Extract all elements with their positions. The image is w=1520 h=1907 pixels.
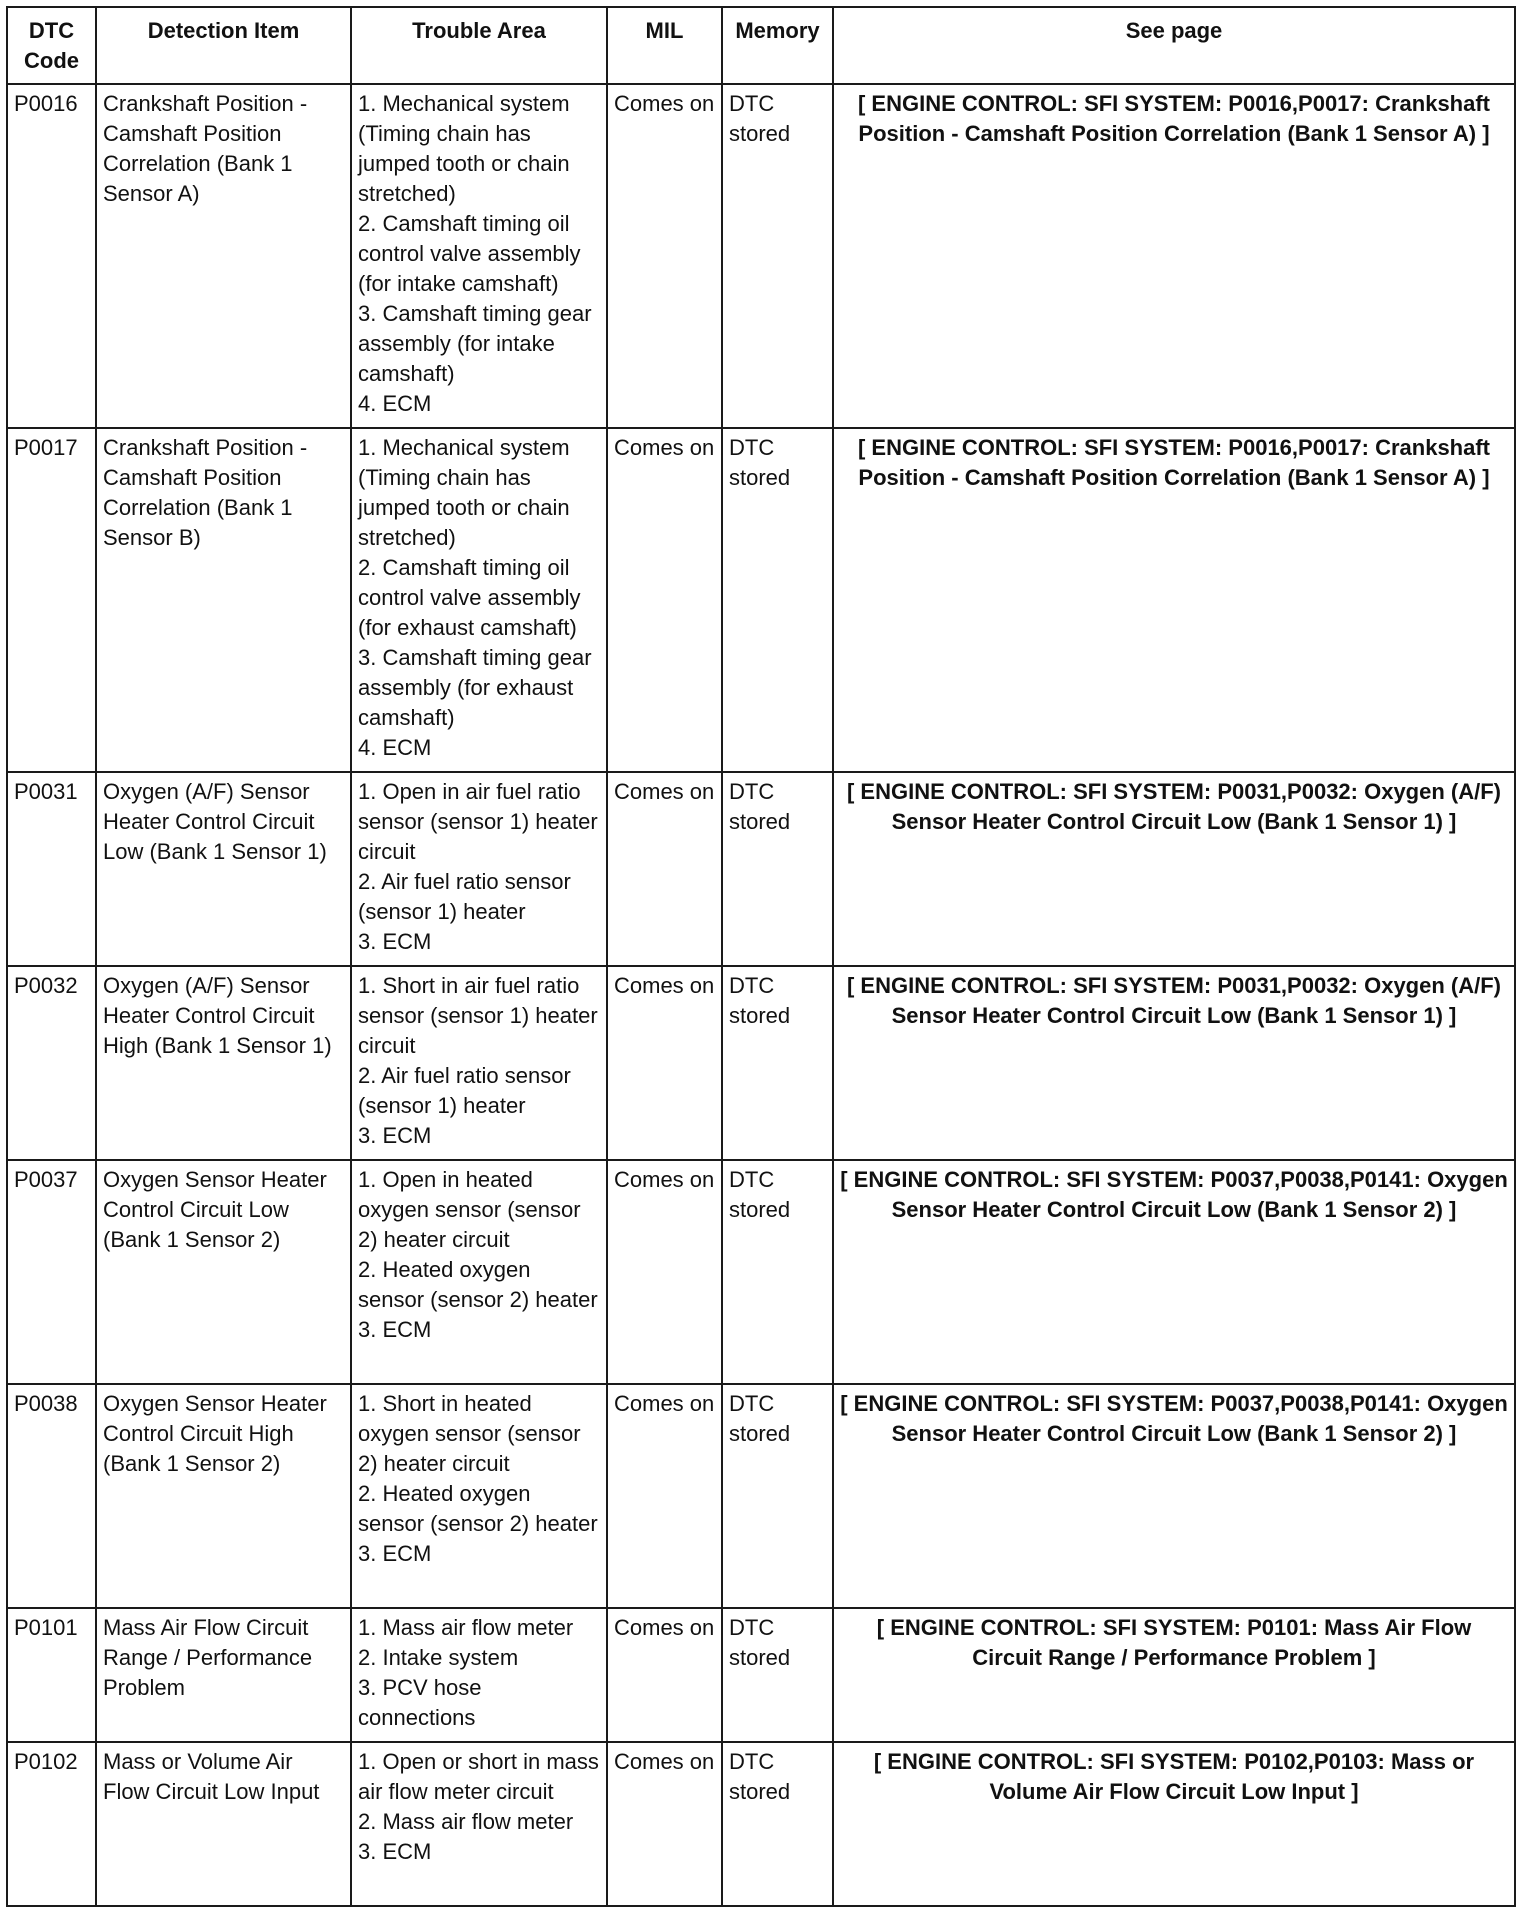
header-detection-item: Detection Item: [96, 7, 351, 84]
table-row: [7, 772, 1515, 966]
detection-item-cell: Oxygen (A/F) Sensor Heater Control Circuit Low (Bank 1 Sensor 1): [96, 772, 351, 966]
see-page-link[interactable]: [ ENGINE CONTROL: SFI SYSTEM: P0037,P0038,P0141: Oxygen Sensor Heater Control Circuit Low (Bank 1 Sensor 2) ]: [833, 1160, 1515, 1384]
detection-item-cell: Mass or Volume Air Flow Circuit Low Input: [96, 1742, 351, 1906]
dtc-code-cell: P0037: [7, 1160, 96, 1384]
trouble-area-line: 2. Heated oxygen sensor (sensor 2) heater: [358, 1481, 598, 1536]
trouble-area-line: 1. Mass air flow meter: [358, 1615, 574, 1640]
trouble-area-line: 3. ECM: [358, 1317, 432, 1342]
header-dtc-code: DTC Code: [7, 7, 96, 84]
trouble-area-cell: [351, 1384, 607, 1608]
memory-cell: DTC stored: [722, 428, 833, 772]
table-row: [7, 1384, 1515, 1608]
dtc-code-cell: P0101: [7, 1608, 96, 1742]
detection-item-cell: Mass Air Flow Circuit Range / Performance Problem: [96, 1608, 351, 1742]
mil-cell: Comes on: [607, 428, 722, 772]
see-page-link[interactable]: [ ENGINE CONTROL: SFI SYSTEM: P0101: Mass Air Flow Circuit Range / Performance Problem ]: [833, 1608, 1515, 1742]
see-page-link[interactable]: [ ENGINE CONTROL: SFI SYSTEM: P0016,P0017: Crankshaft Position - Camshaft Position Correlation (Bank 1 Sensor A) ]: [833, 428, 1515, 772]
trouble-area-line: 1. Mechanical system (Timing chain has jumped tooth or chain stretched): [358, 91, 570, 206]
memory-cell: DTC stored: [722, 966, 833, 1160]
dtc-code-cell: P0017: [7, 428, 96, 772]
detection-item-cell: Oxygen (A/F) Sensor Heater Control Circuit High (Bank 1 Sensor 1): [96, 966, 351, 1160]
memory-cell: DTC stored: [722, 1742, 833, 1906]
trouble-area-cell: [351, 1742, 607, 1906]
trouble-area-cell: [351, 84, 607, 428]
see-page-link[interactable]: [ ENGINE CONTROL: SFI SYSTEM: P0102,P0103: Mass or Volume Air Flow Circuit Low Input ]: [833, 1742, 1515, 1906]
trouble-area-line: 3. ECM: [358, 1541, 432, 1566]
mil-cell: Comes on: [607, 966, 722, 1160]
mil-cell: Comes on: [607, 1160, 722, 1384]
table-row: [7, 966, 1515, 1160]
detection-item-cell: Crankshaft Position - Camshaft Position Correlation (Bank 1 Sensor A): [96, 84, 351, 428]
trouble-area-line: 1. Short in heated oxygen sensor (sensor 2) heater circuit: [358, 1391, 581, 1476]
memory-cell: DTC stored: [722, 1608, 833, 1742]
dtc-table: [6, 6, 1516, 1907]
trouble-area-line: 2. Intake system: [358, 1645, 519, 1670]
trouble-area-line: 3. ECM: [358, 1123, 432, 1148]
memory-cell: DTC stored: [722, 84, 833, 428]
trouble-area-line: 2. Camshaft timing oil control valve assembly (for intake camshaft): [358, 211, 581, 296]
detection-item-cell: Oxygen Sensor Heater Control Circuit High (Bank 1 Sensor 2): [96, 1384, 351, 1608]
trouble-area-cell: [351, 1608, 607, 1742]
trouble-area-line: 3. Camshaft timing gear assembly (for exhaust camshaft): [358, 645, 592, 730]
table-row: [7, 1160, 1515, 1384]
trouble-area-line: 1. Open in air fuel ratio sensor (sensor 1) heater circuit: [358, 779, 598, 864]
table-row: [7, 1742, 1515, 1906]
memory-cell: DTC stored: [722, 772, 833, 966]
header-mil: MIL: [607, 7, 722, 84]
trouble-area-line: 1. Open or short in mass air flow meter circuit: [358, 1749, 599, 1804]
trouble-area-line: 3. ECM: [358, 1839, 432, 1864]
trouble-area-line: 4. ECM: [358, 391, 432, 416]
trouble-area-line: 1. Short in air fuel ratio sensor (sensor 1) heater circuit: [358, 973, 598, 1058]
trouble-area-cell: [351, 966, 607, 1160]
memory-cell: DTC stored: [722, 1160, 833, 1384]
dtc-code-cell: P0038: [7, 1384, 96, 1608]
trouble-area-line: 3. PCV hose connections: [358, 1675, 482, 1730]
trouble-area-line: 2. Mass air flow meter: [358, 1809, 574, 1834]
see-page-link[interactable]: [ ENGINE CONTROL: SFI SYSTEM: P0031,P0032: Oxygen (A/F) Sensor Heater Control Circuit Low (Bank 1 Sensor 1) ]: [833, 966, 1515, 1160]
dtc-code-cell: P0016: [7, 84, 96, 428]
see-page-link[interactable]: [ ENGINE CONTROL: SFI SYSTEM: P0031,P0032: Oxygen (A/F) Sensor Heater Control Circuit Low (Bank 1 Sensor 1) ]: [833, 772, 1515, 966]
trouble-area-line: 4. ECM: [358, 735, 432, 760]
table-row: [7, 1608, 1515, 1742]
header-row: [7, 7, 1515, 84]
trouble-area-line: 2. Air fuel ratio sensor (sensor 1) heater: [358, 1063, 571, 1118]
header-see-page: See page: [833, 7, 1515, 84]
see-page-link[interactable]: [ ENGINE CONTROL: SFI SYSTEM: P0037,P0038,P0141: Oxygen Sensor Heater Control Circuit Low (Bank 1 Sensor 2) ]: [833, 1384, 1515, 1608]
trouble-area-cell: [351, 772, 607, 966]
trouble-area-line: 2. Camshaft timing oil control valve assembly (for exhaust camshaft): [358, 555, 581, 640]
detection-item-cell: Oxygen Sensor Heater Control Circuit Low (Bank 1 Sensor 2): [96, 1160, 351, 1384]
trouble-area-line: 1. Open in heated oxygen sensor (sensor 2) heater circuit: [358, 1167, 581, 1252]
mil-cell: Comes on: [607, 772, 722, 966]
mil-cell: Comes on: [607, 1742, 722, 1906]
header-memory: Memory: [722, 7, 833, 84]
mil-cell: Comes on: [607, 84, 722, 428]
memory-cell: DTC stored: [722, 1384, 833, 1608]
trouble-area-cell: [351, 1160, 607, 1384]
dtc-code-cell: P0102: [7, 1742, 96, 1906]
trouble-area-cell: [351, 428, 607, 772]
trouble-area-line: 1. Mechanical system (Timing chain has jumped tooth or chain stretched): [358, 435, 570, 550]
mil-cell: Comes on: [607, 1384, 722, 1608]
table-row: [7, 84, 1515, 428]
mil-cell: Comes on: [607, 1608, 722, 1742]
trouble-area-line: 3. Camshaft timing gear assembly (for intake camshaft): [358, 301, 592, 386]
see-page-link[interactable]: [ ENGINE CONTROL: SFI SYSTEM: P0016,P0017: Crankshaft Position - Camshaft Position Correlation (Bank 1 Sensor A) ]: [833, 84, 1515, 428]
trouble-area-line: 2. Air fuel ratio sensor (sensor 1) heater: [358, 869, 571, 924]
dtc-code-cell: P0032: [7, 966, 96, 1160]
trouble-area-line: 2. Heated oxygen sensor (sensor 2) heater: [358, 1257, 598, 1312]
dtc-code-cell: P0031: [7, 772, 96, 966]
detection-item-cell: Crankshaft Position - Camshaft Position Correlation (Bank 1 Sensor B): [96, 428, 351, 772]
header-trouble-area: Trouble Area: [351, 7, 607, 84]
table-row: [7, 428, 1515, 772]
trouble-area-line: 3. ECM: [358, 929, 432, 954]
